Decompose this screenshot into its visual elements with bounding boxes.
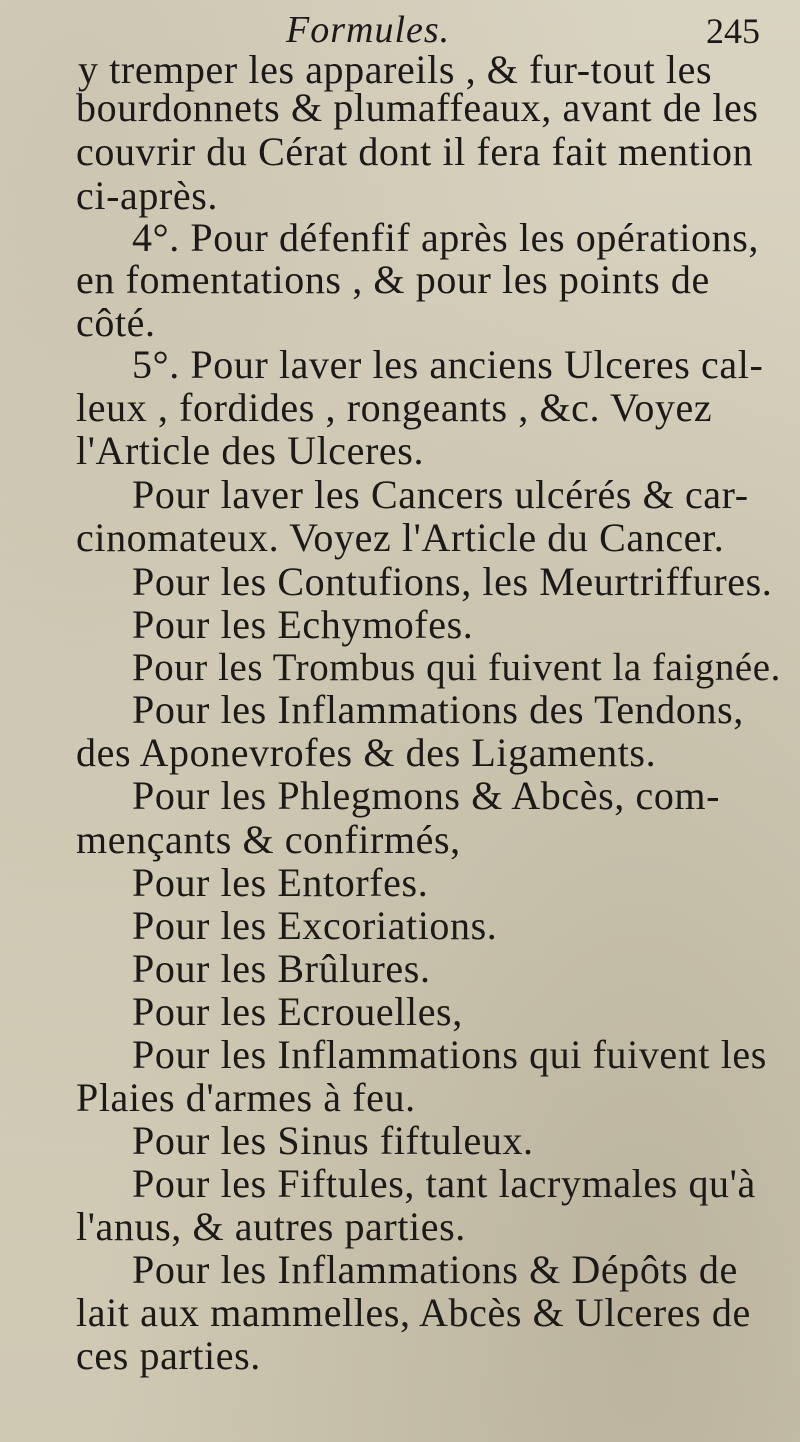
text-line: couvrir du Cérat dont il fera fait mention <box>76 129 754 174</box>
text-line: ci-après. <box>76 173 218 218</box>
text-line: leux , fordides , rongeants , &c. Voyez <box>76 385 713 430</box>
text-line: l'anus, & autres parties. <box>76 1204 466 1249</box>
text-line: Pour les Inflammations & Dépôts de <box>132 1247 738 1292</box>
text-line: Pour les Excoriations. <box>132 903 498 948</box>
text-line: Pour les Echymofes. <box>132 602 474 647</box>
text-line: Pour les Contufions, les Meurtriffures. <box>132 559 773 604</box>
text-line: Pour les Brûlures. <box>132 946 431 991</box>
text-line: des Aponevrofes & des Ligaments. <box>76 730 657 775</box>
text-line: cinomateux. Voyez l'Article du Cancer. <box>76 515 725 560</box>
text-line: lait aux mammelles, Abcès & Ulceres de <box>76 1290 751 1335</box>
text-line: Pour laver les Cancers ulcérés & car- <box>132 472 749 517</box>
text-line: Pour les Inflammations des Tendons, <box>132 687 744 732</box>
text-line: Pour les Fiftules, tant lacrymales qu'à <box>132 1161 756 1206</box>
page-number: 245 <box>706 11 760 51</box>
text-line: mençants & confirmés, <box>76 817 461 862</box>
text-line: côté. <box>76 300 156 345</box>
text-line: Plaies d'armes à feu. <box>76 1075 416 1120</box>
page-header <box>0 8 800 52</box>
text-line: bourdonnets & plumaffeaux, avant de les <box>76 85 759 130</box>
text-line: Pour les Entorfes. <box>132 860 429 905</box>
text-line: en fomentations , & pour les points de <box>76 257 710 302</box>
running-title: Formules. <box>286 9 451 51</box>
text-line: Pour les Inflammations qui fuivent les <box>132 1032 767 1077</box>
text-line: Pour les Ecrouelles, <box>132 989 463 1034</box>
text-line: 4°. Pour défenfif après les opérations, <box>132 215 759 260</box>
text-line: 5°. Pour laver les anciens Ulceres cal- <box>132 342 764 387</box>
text-line: Pour les Phlegmons & Abcès, com- <box>132 773 721 818</box>
text-line: Pour les Trombus qui fuivent la faignée. <box>132 646 781 689</box>
text-line: ces parties. <box>76 1333 261 1378</box>
text-line: l'Article des Ulceres. <box>76 428 425 473</box>
text-line: y tremper les appareils , & fur-tout les <box>78 47 713 92</box>
text-line: Pour les Sinus fiftuleux. <box>132 1118 534 1163</box>
